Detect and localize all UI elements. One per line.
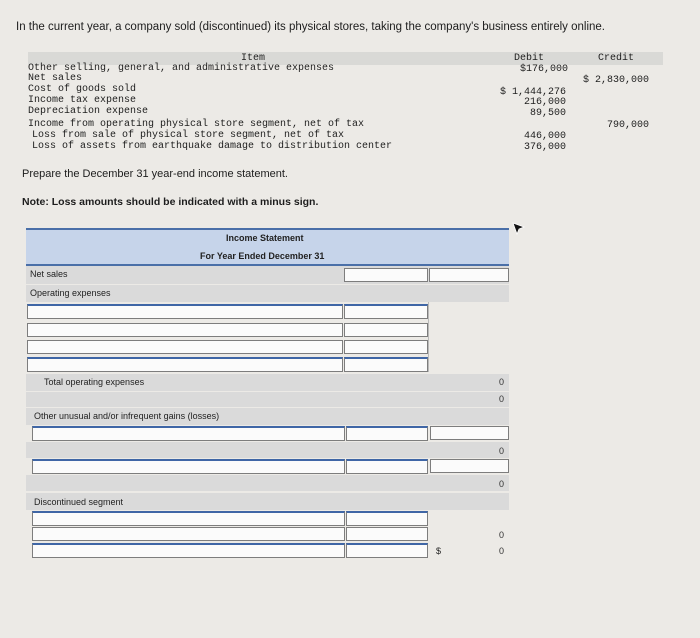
discontinued-amount-input-1[interactable]	[346, 511, 428, 526]
row-item: Income from operating physical store segment, net of tax	[28, 119, 365, 130]
row-debit: 89,500	[530, 108, 567, 119]
mouse-cursor-icon	[512, 222, 526, 240]
unusual-amount-input-1[interactable]	[346, 426, 428, 441]
row-credit: 790,000	[607, 120, 650, 131]
unusual-total-input-1[interactable]	[430, 426, 509, 440]
final-value: 0	[498, 546, 504, 556]
row-debit: 446,000	[524, 131, 567, 142]
row-debit: $ 1,444,276	[500, 87, 567, 98]
operating-expenses-label: Operating expenses	[30, 288, 111, 298]
discontinued-name-input-2[interactable]	[32, 527, 345, 541]
row-item: Cost of goods sold	[28, 84, 137, 95]
unusual-total-input-2[interactable]	[430, 459, 509, 473]
prepare-text: Prepare the December 31 year-end income statement.	[22, 168, 288, 180]
final-name-input[interactable]	[32, 543, 345, 558]
discontinued-value: 0	[498, 530, 504, 540]
header-debit: Debit	[514, 53, 545, 64]
expense-amount-input-1[interactable]	[344, 304, 428, 319]
subtotal-value: 0	[498, 394, 504, 404]
final-amount-input[interactable]	[346, 543, 428, 558]
unusual-amount-input-2[interactable]	[346, 459, 428, 474]
row-item: Income tax expense	[28, 95, 137, 106]
discontinued-amount-input-2[interactable]	[346, 527, 428, 541]
expense-name-input-3[interactable]	[27, 340, 343, 354]
row-debit: 216,000	[524, 97, 567, 108]
header-credit: Credit	[598, 53, 635, 64]
expense-name-input-4[interactable]	[27, 357, 343, 372]
unusual-name-input-1[interactable]	[32, 426, 345, 441]
expense-amount-input-2[interactable]	[344, 323, 428, 337]
unusual-gains-label: Other unusual and/or infrequent gains (losses)	[34, 411, 220, 421]
row-debit: $176,000	[520, 64, 569, 75]
unusual-subtotal-value-2: 0	[498, 479, 504, 489]
expense-name-input-1[interactable]	[27, 304, 343, 319]
expense-amount-input-3[interactable]	[344, 340, 428, 354]
total-operating-value: 0	[498, 377, 504, 387]
header-item: Item	[241, 53, 266, 64]
intro-text: In the current year, a company sold (discontinued) its physical stores, taking the company's business entirely online.	[16, 21, 605, 33]
net-sales-label: Net sales	[30, 269, 68, 279]
data-table	[28, 52, 668, 156]
statement-title: Income Statement	[226, 233, 304, 243]
expense-name-input-2[interactable]	[27, 323, 343, 337]
unusual-subtotal-row-1	[26, 442, 509, 458]
statement-subtitle: For Year Ended December 31	[200, 251, 325, 261]
unusual-subtotal-value-1: 0	[498, 446, 504, 456]
subtotal-row	[26, 392, 509, 407]
column-divider	[428, 302, 429, 372]
row-item: Loss from sale of physical store segment, net of tax	[32, 130, 345, 141]
net-sales-total-input[interactable]	[429, 268, 509, 282]
row-debit: 376,000	[524, 142, 567, 153]
net-sales-amount-input[interactable]	[344, 268, 428, 282]
discontinued-name-input-1[interactable]	[32, 511, 345, 526]
final-currency: $	[436, 546, 442, 556]
row-credit: $ 2,830,000	[583, 75, 650, 86]
statement-top-border	[26, 228, 509, 230]
row-item: Loss of assets from earthquake damage to distribution center	[32, 141, 393, 152]
discontinued-label: Discontinued segment	[34, 497, 124, 507]
row-item: Net sales	[28, 73, 83, 84]
unusual-name-input-2[interactable]	[32, 459, 345, 474]
total-operating-label: Total operating expenses	[44, 377, 145, 387]
unusual-subtotal-row-2	[26, 475, 509, 491]
row-item: Other selling, general, and administrative expenses	[28, 63, 335, 74]
row-item: Depreciation expense	[28, 106, 149, 117]
expense-amount-input-4[interactable]	[344, 357, 428, 372]
note-text: Note: Loss amounts should be indicated with a minus sign.	[22, 196, 319, 208]
